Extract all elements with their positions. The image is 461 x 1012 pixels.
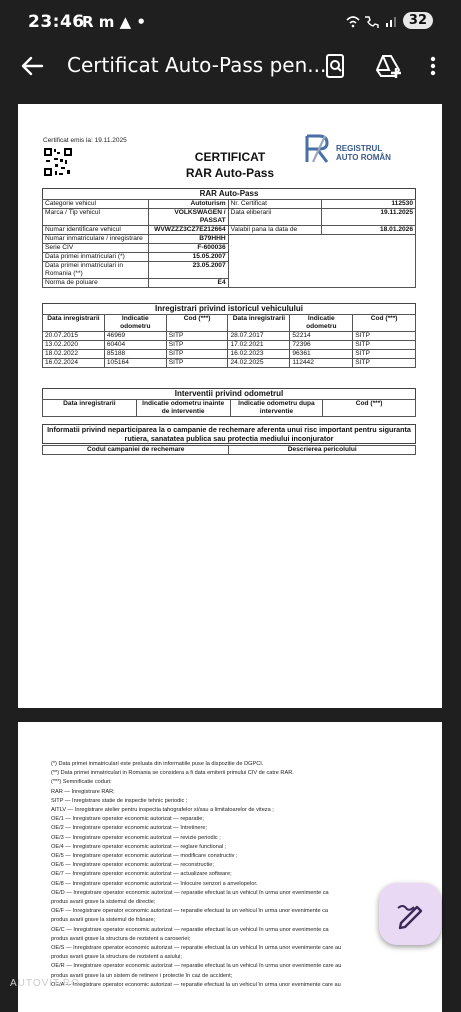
annotate-button[interactable] <box>379 883 441 945</box>
recall-table: Codul campaniei de rechemare Descrierea pericolului <box>42 445 416 455</box>
table-row: 20.07.2015 46969 SITP 28.07.2017 52214 SITP <box>43 332 416 341</box>
note-line: OE/A — Inregistrare operator economic autorizat — reparatie efectuat la un vehicul în urma unor evenimente care au <box>51 981 341 988</box>
app-bar <box>0 44 461 88</box>
notification-icons: R ⅿ ▲ • <box>82 13 146 31</box>
battery-level: 32 <box>403 12 433 29</box>
back-arrow-icon[interactable] <box>18 52 46 80</box>
pen-icon <box>379 883 441 945</box>
note-line: OE/S — Inregistrare operator economic autorizat — reparatie efectuat la un vehicul în urma unor evenimente care au <box>51 945 342 952</box>
note-line: OE/6 — Inregistrare operator economic autorizat — reconstructie; <box>51 862 214 869</box>
table-row: 13.02.2020 60404 SITP 17.02.2021 72396 SITP <box>43 341 416 350</box>
section-main-header: RAR Auto-Pass <box>42 188 416 200</box>
note-line: OE/5 — Inregistrare operator economic autorizat — modificare constructiv ; <box>51 853 238 860</box>
note-line: produs avarii grave la un sistem de retinere i protectie în caz de accident; <box>51 972 233 979</box>
certificate-title: CERTIFICAT <box>194 150 266 164</box>
history-table: Data inregistrarii Indicatie odometru Cod (***) Data inregistrarii Indicatie odometru Cod (***) 20.07.2015 46969 SITP 28.07.2017 52214 SITP 13.02.2020 60404 SITP 17.02.2021 72396 SITP 18.02.2022 85188 SITP 16.02.2023 96361 SITP 16.02.2024 105164 SITP 24.02.2025 112442 SITP <box>42 314 416 368</box>
note-line: OE/C — Inregistrare operator economic autorizat — reparatie efectuat la un vehicul în urma unor evenimente ca <box>51 926 329 933</box>
note-line: (***) Semnificatie coduri: <box>51 779 112 786</box>
search-document-icon[interactable] <box>321 52 349 80</box>
table-row: 16.02.2024 105164 SITP 24.02.2025 112442 SITP <box>43 359 416 368</box>
status-right <box>345 12 433 29</box>
note-line: OE/7 — Inregistrare operator economic autorizat — actualizare software; <box>51 871 232 878</box>
note-line: OE/R — Inregistrare operator economic autorizat — reparatie efectuat la un vehicul în urma unor evenimente care au <box>51 963 342 970</box>
note-line: OE/1 — Inregistrare operator economic autorizat — reparatie; <box>51 816 204 823</box>
note-line: produs avarii grave la structura de rezistent a asiului; <box>51 954 182 961</box>
status-time: 23:46 <box>28 12 85 32</box>
status-bar <box>0 0 461 44</box>
add-to-drive-icon[interactable] <box>374 52 402 80</box>
certificate-issue-date: Certificat emis la: 19.11.2025 <box>43 137 127 144</box>
note-line: (**) Data primei inmatriculari in Romania se considera a fi data emiterii primului CIV de catre RAR. <box>51 770 294 777</box>
more-options-icon[interactable] <box>423 52 443 80</box>
table-row: 18.02.2022 85188 SITP 16.02.2023 96361 SITP <box>43 350 416 359</box>
note-line: OE/2 — Inregistrare operator economic autorizat — întretinere; <box>51 825 208 832</box>
signal-icon <box>385 14 399 27</box>
note-line: AITLV — Inregistrare atelier pentru inspectia tahografelor si/sau a limitatoarelor de viteza ; <box>51 807 274 814</box>
odometer-table: Data inregistrarii Indicatie odometru inainte de interventie Indicatie odometru dupa interventie Cod (***) <box>42 399 416 417</box>
logo-text: REGISTRUL AUTO ROMÂN <box>336 144 391 162</box>
watermark: AUTOVIT.RO <box>10 978 80 989</box>
code-notes <box>51 760 421 990</box>
vehicle-info-table: Categorie vehicul Autoturism Nr. Certificat 112530 Marca / Tip vehicul VOLKSWAGEN / PASSAT Data eliberarii 19.11.2025 Numar identificare vehicul WVWZZZ3CZ7E212664 Valabil pana la data de 18.01.2026 Numar inmatriculare / inregistrare B79HHH Serie CIV F-600036 Data primei inmatriculari (*) 15.05.2007 Data primei inmatriculari in Romania (**) 23.05.2007 Norma de poluare E4 <box>42 199 416 288</box>
pdf-page-2 <box>18 722 442 1012</box>
note-line: OE/D — Inregistrare operator economic autorizat — reparatie efectuat la un vehicul în urma unor evenimente ca <box>51 889 329 896</box>
note-line: OE/4 — Inregistrare operator economic autorizat — reglare functional ; <box>51 843 227 850</box>
document-title: Certificat Auto-Pass pen... <box>67 53 327 77</box>
note-line: produs avarii grave la sistemul de frânare; <box>51 917 156 924</box>
wifi-call-icon <box>345 14 381 28</box>
odometer-header: Interventii privind odometrul <box>42 388 416 400</box>
note-line: OE/8 — Inregistrare operator economic autorizat — înlocuire senzori a anvelopelor. <box>51 880 258 887</box>
history-header: Inregistrari privind istoricul vehiculului <box>42 303 416 315</box>
note-line: OE/3 — Inregistrare operator economic autorizat — revizie periodic ; <box>51 834 221 841</box>
note-line: RAR — Inregistrare RAR; <box>51 788 115 795</box>
certificate-subtitle: RAR Auto-Pass <box>185 166 275 180</box>
note-line: produs avarii grave la structura de rezistent a caroseriei; <box>51 935 191 942</box>
note-line: SITP — Inregistrare statie de inspectie tehnic periodic ; <box>51 797 188 804</box>
note-line: (*) Data primei inmatriculari este preluata din informatiile puse la dispozitie de DGPCI. <box>51 761 264 767</box>
note-line: produs avarii grave la sistemul de directie; <box>51 899 156 906</box>
recall-header: Informatii privind neparticiparea la o campanie de rechemare aferenta unui risc important pentru siguranta rutiera, sanatatea publica sau protectia mediului inconjurator <box>42 424 416 444</box>
pdf-page-1 <box>18 104 442 708</box>
note-line: OE/F — Inregistrare operator economic autorizat — reparatie efectuat la un vehicul în urma unor evenimente ca <box>51 908 329 915</box>
